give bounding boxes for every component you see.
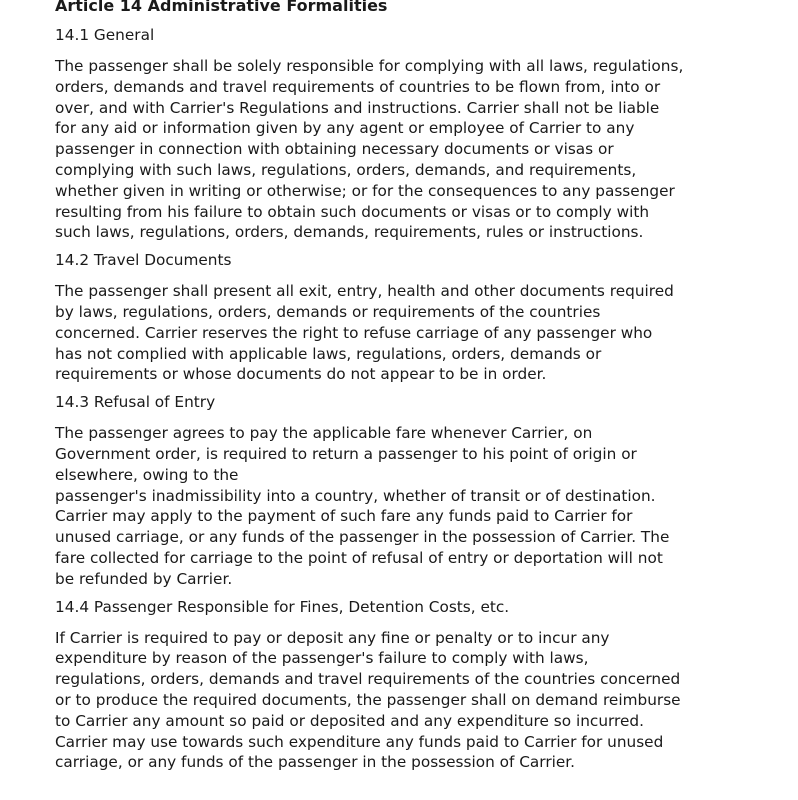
article-title: Article 14 Administrative Formalities — [55, 0, 388, 15]
paragraph-line: Carrier may apply to the payment of such fare any funds paid to Carrier for — [55, 507, 633, 526]
paragraph-line: be refunded by Carrier. — [55, 569, 233, 588]
paragraph-line: elsewhere, owing to the — [55, 465, 239, 484]
section-body-refusal-of-entry — [55, 423, 795, 589]
paragraph-line: Government order, is required to return a passenger to his point of origin or — [55, 444, 637, 463]
paragraph-line: unused carriage, or any funds of the passenger in the possession of Carrier. The — [55, 528, 670, 547]
paragraph-line: expenditure by reason of the passenger's failure to comply with laws, — [55, 649, 589, 668]
paragraph-line: passenger's inadmissibility into a country, whether of transit or of destination. — [55, 486, 656, 505]
paragraph-line: resulting from his failure to obtain such documents or visas or to comply with — [55, 202, 650, 221]
paragraph-line: fare collected for carriage to the point of refusal of entry or deportation will not — [55, 548, 663, 567]
paragraph-line: regulations, orders, demands and travel requirements of the countries concerned — [55, 670, 681, 689]
paragraph-line: or to produce the required documents, the passenger shall on demand reimburse — [55, 690, 681, 709]
paragraph-line: requirements or whose documents do not appear to be in order. — [55, 365, 547, 384]
paragraph-line: Carrier may use towards such expenditure any funds paid to Carrier for unused — [55, 732, 664, 751]
paragraph-line: to Carrier any amount so paid or deposited and any expenditure so incurred. — [55, 711, 644, 730]
paragraph-line: for any aid or information given by any agent or employee of Carrier to any — [55, 119, 635, 138]
paragraph-line: passenger in connection with obtaining necessary documents or visas or — [55, 140, 614, 159]
section-heading-travel-documents: 14.2 Travel Documents — [55, 251, 232, 270]
section-heading-general: 14.1 General — [55, 26, 155, 44]
paragraph-line: concerned. Carrier reserves the right to refuse carriage of any passenger who — [55, 323, 653, 342]
paragraph-line: by laws, regulations, orders, demands or requirements of the countries — [55, 302, 601, 321]
paragraph-line: orders, demands and travel requirements of countries to be flown from, into or — [55, 77, 661, 96]
section-heading-refusal-of-entry: 14.3 Refusal of Entry — [55, 393, 216, 412]
paragraph-line: has not complied with applicable laws, regulations, orders, demands or — [55, 344, 602, 363]
paragraph-line: such laws, regulations, orders, demands, requirements, rules or instructions. — [55, 223, 644, 242]
paragraph-line: carriage, or any funds of the passenger in the possession of Carrier. — [55, 753, 576, 772]
paragraph-line: whether given in writing or otherwise; or for the consequences to any passenger — [55, 181, 675, 200]
paragraph-line: If Carrier is required to pay or deposit any fine or penalty or to incur any — [55, 628, 610, 647]
paragraph-line: The passenger shall be solely responsible for complying with all laws, regulations, — [55, 57, 684, 75]
document-page — [55, 0, 795, 773]
paragraph-line: The passenger shall present all exit, entry, health and other documents required — [55, 282, 674, 301]
section-heading-fines-detention: 14.4 Passenger Responsible for Fines, Detention Costs, etc. — [55, 597, 510, 616]
section-body-fines-detention — [55, 628, 795, 774]
section-body-travel-documents — [55, 281, 795, 385]
paragraph-line: over, and with Carrier's Regulations and instructions. Carrier shall not be liable — [55, 98, 660, 117]
section-body-general — [55, 56, 795, 243]
paragraph-line: complying with such laws, regulations, orders, demands, and requirements, — [55, 160, 637, 179]
paragraph-line: The passenger agrees to pay the applicable fare whenever Carrier, on — [55, 424, 593, 443]
